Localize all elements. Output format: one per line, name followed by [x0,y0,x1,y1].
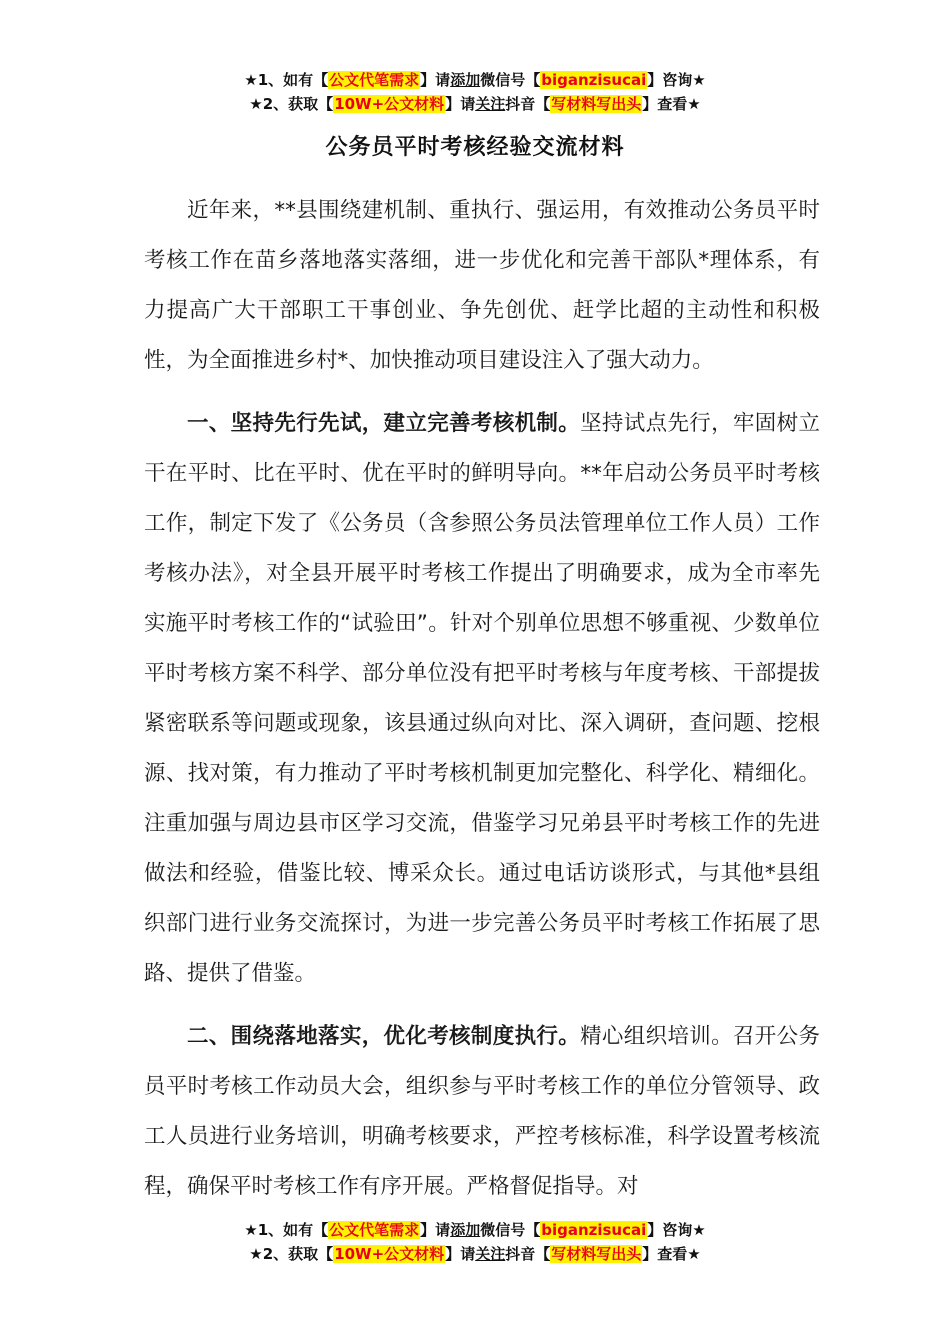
banner-highlight: 10W+公文材料 [334,95,445,113]
banner-line-1 [0,1218,950,1242]
banner-highlight: 公文代笔需求 [329,71,420,89]
banner-text: ★2、获取【 [249,1245,334,1263]
banner-highlight: 公文代笔需求 [329,1221,420,1239]
section-heading: 一、坚持先行先试，建立完善考核机制。 [187,411,581,436]
banner-text: 】请 [420,1221,451,1239]
paragraph-intro [144,186,820,386]
banner-highlight: 写材料写出头 [551,1245,642,1263]
banner-text: ★1、如有【 [244,1221,329,1239]
banner-underline: 添加 [450,71,481,89]
banner-highlight: biganzisucai [541,71,647,89]
document-body [144,186,820,1225]
banner-text: ★2、获取【 [249,95,334,113]
paragraph-section-1 [144,399,820,999]
banner-text: ★1、如有【 [244,71,329,89]
banner-text: 微信号【 [480,71,541,89]
banner-text: 】查看★ [642,1245,701,1263]
header-banner [0,68,950,116]
paragraph-section-2 [144,1012,820,1212]
banner-highlight: 10W+公文材料 [334,1245,445,1263]
banner-underline: 关注 [475,95,506,113]
banner-line-1 [0,68,950,92]
paragraph-text: 精心组织培训。召开公务员平时考核工作动员大会，组织参与平时考核工作的单位分管领导、政工人员进行业务培训，明确考核要求，严控考核标准，科学设置考核流程，确保平时考核工作有序开展。严格督促指导。对 [144,1024,820,1199]
banner-text: 】查看★ [642,95,701,113]
banner-underline: 关注 [475,1245,506,1263]
banner-underline: 添加 [450,1221,481,1239]
banner-text: 】咨询★ [647,1221,706,1239]
document-title: 公务员平时考核经验交流材料 [325,135,625,160]
paragraph-text: 坚持试点先行，牢固树立干在平时、比在平时、优在平时的鲜明导向。**年启动公务员平时考核工作，制定下发了《公务员（含参照公务员法管理单位工作人员）工作考核办法》，对全县开展平时考核工作提出了明确要求，成为全市率先实施平时考核工作的“试验田”。针对个别单位思想不够重视、少数单位平时考核方案不科学、部分单位没有把平时考核与年度考核、干部提拔紧密联系等问题或现象，该县通过纵向对比、深入调研，查问题、挖根源、找对策，有力推动了平时考核机制更加完整化、科学化、精细化。注重加强与周边县市区学习交流，借鉴学习兄弟县平时考核工作的先进做法和经验，借鉴比较、博采众长。通过电话访谈形式，与其他*县组织部门进行业务交流探讨，为进一步完善公务员平时考核工作拓展了思路、提供了借鉴。 [144,411,820,986]
banner-line-2 [0,92,950,116]
banner-text: 抖音【 [505,95,551,113]
banner-text: 】请 [445,95,476,113]
banner-text: 抖音【 [505,1245,551,1263]
banner-highlight: 写材料写出头 [551,95,642,113]
banner-text: 】请 [420,71,451,89]
banner-text: 】请 [445,1245,476,1263]
banner-text: 微信号【 [480,1221,541,1239]
paragraph-text: 近年来，**县围绕建机制、重执行、强运用，有效推动公务员平时考核工作在苗乡落地落实落细，进一步优化和完善干部队*理体系，有力提高广大干部职工干事创业、争先创优、赶学比超的主动性和积极性，为全面推进乡村*、加快推动项目建设注入了强大动力。 [144,198,820,373]
banner-text: 】咨询★ [647,71,706,89]
banner-highlight: biganzisucai [541,1221,647,1239]
footer-banner [0,1218,950,1266]
section-heading: 二、围绕落地落实，优化考核制度执行。 [187,1024,581,1049]
banner-line-2 [0,1242,950,1266]
